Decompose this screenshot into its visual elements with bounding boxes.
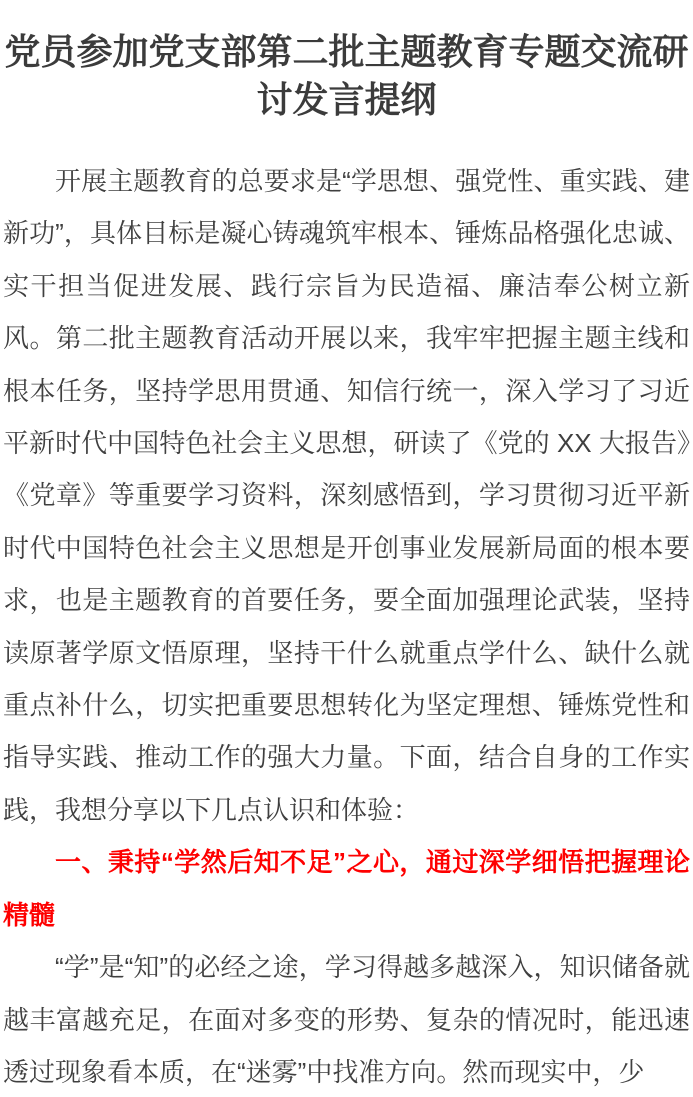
document-title: 党员参加党支部第二批主题教育专题交流研讨发言提纲 xyxy=(4,31,689,120)
section-1-paragraph: “学”是“知”的必经之途，学习得越多越深入，知识储备就越丰富越充足，在面对多变的形势、复杂的情况时，能迅速透过现象看本质，在“迷雾”中找准方向。然而现实中，少 xyxy=(3,952,690,1087)
section-1-heading: 一、秉持“学然后知不足”之心，通过深学细悟把握理论精髓 xyxy=(3,847,690,930)
intro-paragraph: 开展主题教育的总要求是“学思想、强党性、重实践、建新功”，具体目标是凝心铸魂筑牢根本、锤炼品格强化忠诚、实干担当促进发展、践行宗旨为民造福、廉洁奉公树立新风。第二批主题教育活动开展以来，我牢牢把握主题主线和根本任务，坚持学思用贯通、知信行统一，深入学习了习近平新时代中国特色社会主义思想，研读了《党的 XX 大报告》《党章》等重要学习资料，深刻感悟到，学习贯彻习近平新时代中国特色社会主义思想是开创事业发展新局面的根本要求，也是主题教育的首要任务，要全面加强理论武装，坚持读原著学原文悟原理，坚持干什么就重点学什么、缺什么就重点补什么，切实把重要思想转化为坚定理想、锤炼党性和指导实践、推动工作的强大力量。下面，结合自身的工作实践，我想分享以下几点认识和体验： xyxy=(3,166,690,825)
